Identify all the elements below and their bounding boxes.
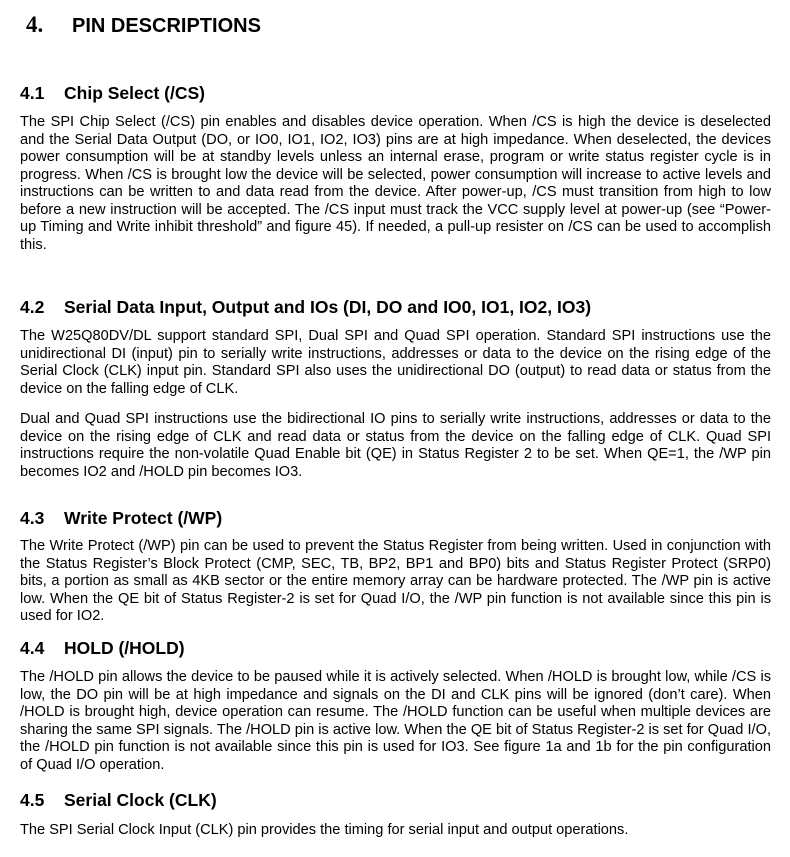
section-paragraph: The /HOLD pin allows the device to be paused while it is actively selected. When /HOLD is brought low, while /CS is low, the DO pin will be at high impedance and signals on the DI and CLK pins will be ignored (don’t care). When /HOLD is brought high, device operation can resume. The /HOLD function can be useful when multiple devices are sharing the same SPI signals. The /HOLD pin is active low. When the QE bit of Status Register-2 is set for Quad I/O, the /HOLD pin function is not available since this pin is used for IO3. See figure 1a and 1b for the pin configuration of Quad I/O operation. <box>20 669 771 773</box>
section-heading-write-protect <box>20 507 222 529</box>
section-number: 4.3 <box>20 508 45 528</box>
section-number: 4.4 <box>20 638 45 658</box>
section-paragraph: The W25Q80DV/DL support standard SPI, Dual SPI and Quad SPI operation. Standard SPI instructions use the unidirectional DI (input) pin to serially write instructions, addresses or data to the device on the rising edge of the Serial Clock (CLK) input pin. Standard SPI also uses the unidirectional DO (output) to read data or status from the device on the falling edge of CLK. <box>20 328 771 397</box>
section-number: 4.1 <box>20 83 45 103</box>
section-title: HOLD (/HOLD) <box>64 638 185 658</box>
section-paragraph: The SPI Serial Clock Input (CLK) pin provides the timing for serial input and output operations. <box>20 822 629 838</box>
section-title: Write Protect (/WP) <box>64 508 223 528</box>
section-title: Chip Select (/CS) <box>64 83 205 103</box>
chapter-heading <box>26 12 261 39</box>
section-title: Serial Data Input, Output and IOs (DI, DO and IO0, IO1, IO2, IO3) <box>64 297 592 317</box>
section-heading-serial-clock <box>20 789 217 811</box>
chapter-title: PIN DESCRIPTIONS <box>72 15 261 37</box>
section-title: Serial Clock (CLK) <box>64 790 217 810</box>
section-paragraph: The Write Protect (/WP) pin can be used to prevent the Status Register from being written. Used in conjunction with the Status Register’s Block Protect (CMP, SEC, TB, BP2, BP1 and BP0) bits and Status Register Protect (SRP0) bits, a portion as small as 4KB sector or the entire memory array can be hardware protected. The /WP pin is active low. When the QE bit of Status Register-2 is set for Quad I/O, the /WP pin function is not available since this pin is used for IO2. <box>20 538 771 624</box>
section-paragraph: The SPI Chip Select (/CS) pin enables and disables device operation. When /CS is high the device is deselected and the Serial Data Output (DO, or IO0, IO1, IO2, IO3) pins are at high impedance. When deselected, the devices power consumption will be at standby levels unless an internal erase, program or write status register cycle is in progress. When /CS is brought low the device will be selected, power consumption will increase to active levels and instructions can be written to and data read from the device. After power-up, /CS must transition from high to low before a new instruction will be accepted. The /CS input must track the VCC supply level at power-up (see “Power-up Timing and Write inhibit threshold” and figure 45). If needed, a pull-up resister on /CS can be used to accomplish this. <box>20 114 771 253</box>
section-heading-hold <box>20 637 185 659</box>
section-paragraph: Dual and Quad SPI instructions use the bidirectional IO pins to serially write instructions, addresses or data to the device on the rising edge of CLK and read data or status from the device on the falling edge of CLK. Quad SPI instructions require the non-volatile Quad Enable bit (QE) in Status Register 2 to be set. When QE=1, the /WP pin becomes IO2 and /HOLD pin becomes IO3. <box>20 411 771 480</box>
chapter-number: 4. <box>26 12 44 37</box>
section-heading-chip-select <box>20 82 205 104</box>
section-number: 4.5 <box>20 790 45 810</box>
section-heading-serial-data <box>20 296 591 318</box>
section-number: 4.2 <box>20 297 45 317</box>
